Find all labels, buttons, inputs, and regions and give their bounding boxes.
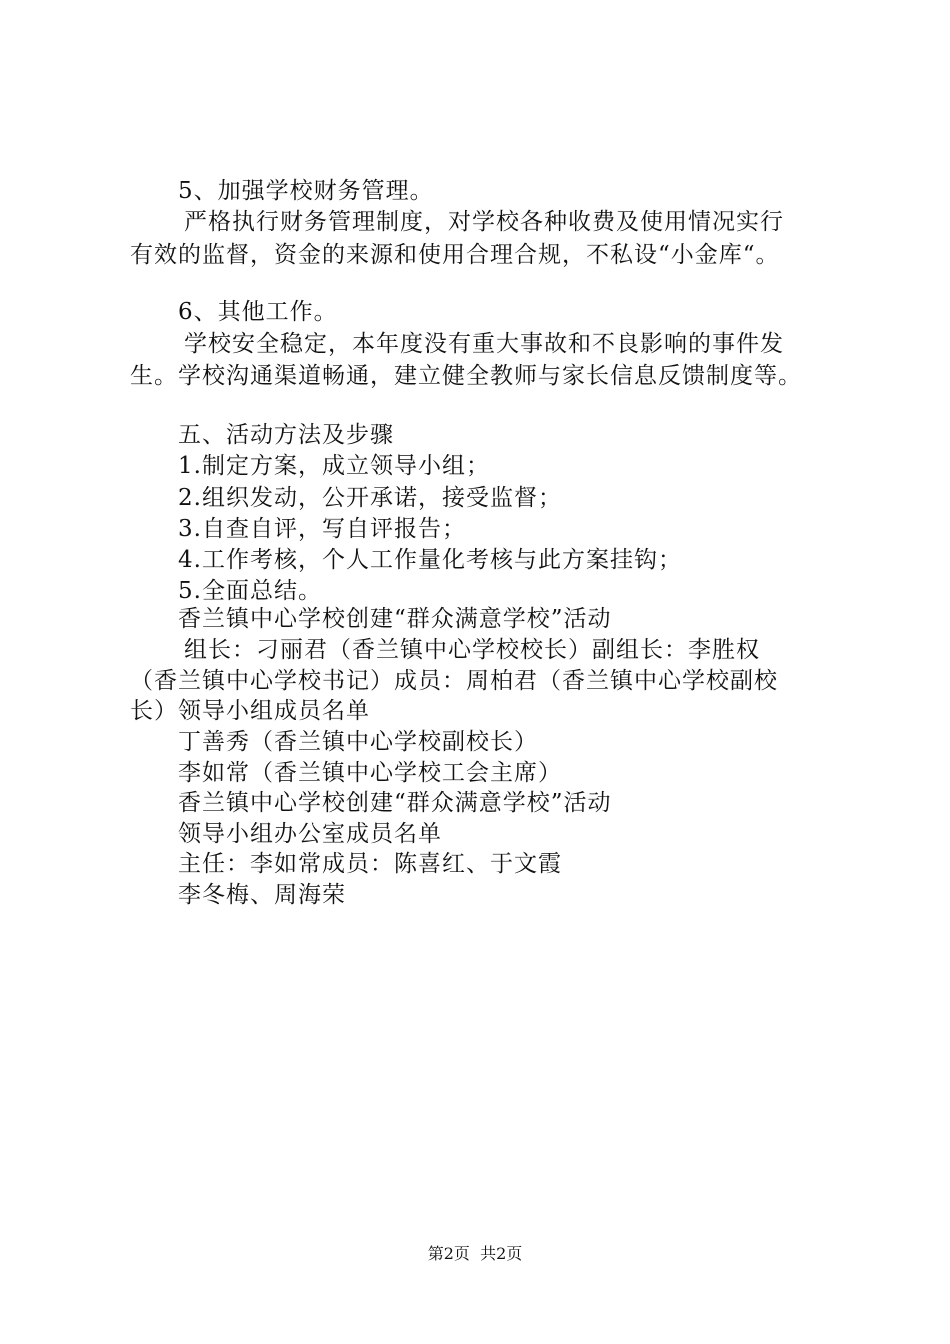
section-6-heading: 6、其他工作。 [178,299,338,325]
office-group-title: 香兰镇中心学校创建“群众满意学校”活动 [178,790,612,816]
step-item: 1.制定方案，成立领导小组； [178,453,490,479]
member-line: 丁善秀（香兰镇中心学校副校长） [178,729,538,755]
section-5-heading: 5、加强学校财务管理。 [178,178,434,204]
page-number-footer: 第2页 共2页 [427,1244,523,1263]
section-activity-heading: 五、活动方法及步骤 [178,422,394,448]
section-5-body-line-2: 有效的监督，资金的来源和使用合理合规，不私设“小金库“。 [130,242,780,268]
leader-group-title: 香兰镇中心学校创建“群众满意学校”活动 [178,606,612,632]
office-members-line-2: 李冬梅、周海荣 [178,882,346,908]
member-line: 李如常（香兰镇中心学校工会主席） [178,760,562,786]
step-item: 2.组织发动，公开承诺，接受监督； [178,485,562,511]
step-item: 3.自查自评，写自评报告； [178,516,466,542]
leader-group-line-2: （香兰镇中心学校书记）成员：周柏君（香兰镇中心学校副校 [130,668,778,694]
leader-group-line-1: 组长：刁丽君（香兰镇中心学校校长）副组长：李胜权 [184,637,760,663]
step-item: 5.全面总结。 [178,578,322,604]
office-group-subtitle: 领导小组办公室成员名单 [178,821,442,847]
section-6-body-line-2: 生。学校沟通渠道畅通，建立健全教师与家长信息反馈制度等。 [130,363,802,389]
section-5-body-line-1: 严格执行财务管理制度，对学校各种收费及使用情况实行 [184,209,784,235]
leader-group-line-3: 长）领导小组成员名单 [130,698,370,724]
section-6-body-line-1: 学校安全稳定，本年度没有重大事故和不良影响的事件发 [184,331,784,357]
office-members-line-1: 主任：李如常成员：陈喜红、于文霞 [178,851,562,877]
step-item: 4.工作考核，个人工作量化考核与此方案挂钩； [178,547,682,573]
